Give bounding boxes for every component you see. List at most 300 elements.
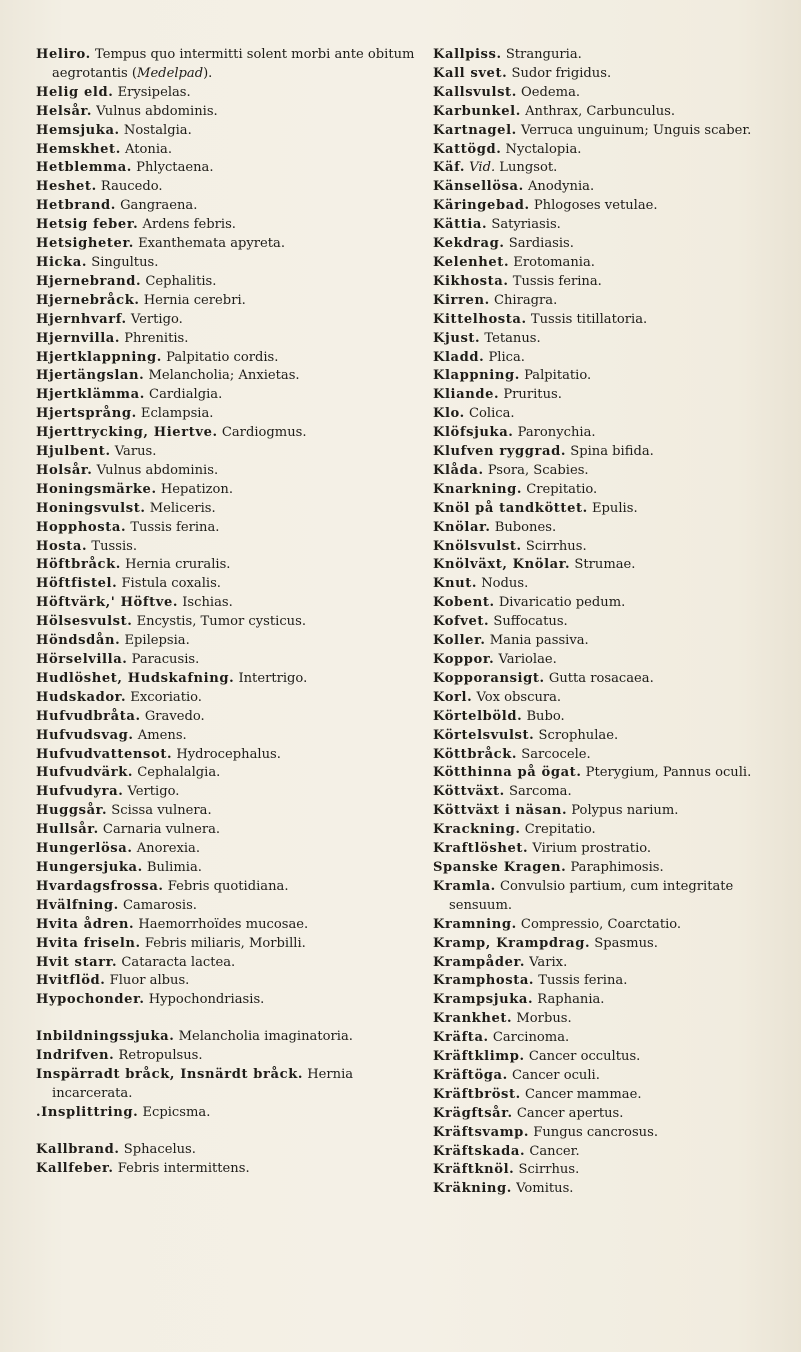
entry-term: Kallsvulst. (433, 84, 517, 100)
entry-definition (179, 1029, 353, 1044)
definition-text: Psora, Scabies. (487, 462, 589, 478)
definition-text: Tussis. (91, 538, 138, 554)
glossary-entry (433, 1048, 781, 1067)
entry-definition (521, 747, 590, 762)
entry-term: Hudskador. (36, 689, 127, 705)
definition-text: Ischias. (182, 595, 233, 611)
definition-text: Scirrhus. (518, 1162, 580, 1178)
entry-definition (529, 1144, 579, 1159)
entry-definition (533, 1125, 658, 1140)
entry-term: Hufvudvattensot. (36, 746, 173, 762)
entry-term: Knölsvulst. (433, 538, 522, 554)
definition-text: Stranguria. (505, 47, 582, 62)
glossary-entry (36, 84, 418, 103)
entry-term: Helsår. (36, 103, 92, 119)
entry-definition (150, 501, 216, 516)
glossary-entry (36, 840, 418, 859)
entry-definition (513, 255, 595, 270)
glossary-entry (433, 65, 781, 84)
definition-text: Scissa vulnera. (111, 803, 212, 819)
entry-term: Kallbrand. (36, 1141, 120, 1157)
glossary-entry (36, 141, 418, 160)
entry-term: Honingsvulst. (36, 500, 146, 516)
entry-term: Hopphosta. (36, 519, 127, 535)
entry-term: Kramp, Krampdrag. (433, 935, 591, 951)
glossary-entry (36, 613, 418, 632)
entry-term: Köttväxt. (433, 784, 505, 800)
definition-text: Nyctalopia. (505, 141, 582, 157)
definition-text: Tussis ferina. (130, 519, 220, 535)
entry-term: Hemskhet. (36, 141, 121, 157)
glossary-entry (36, 46, 418, 84)
entry-definition (570, 444, 654, 459)
entry-term: Hjerttrycking, Hiertve. (36, 425, 218, 441)
entry-term: Höftvärk,' Höftve. (36, 595, 179, 611)
definition-text: Palpitatio cordis. (166, 349, 279, 365)
glossary-entry (36, 859, 418, 878)
definition-text: Eclampsia. (140, 406, 214, 422)
entry-term: Hvitflöd. (36, 973, 106, 989)
entry-term: Kräftklimp. (433, 1049, 525, 1065)
definition-text: Fungus cancrosus. (533, 1124, 658, 1140)
glossary-entry (433, 708, 781, 727)
entry-term: Hungerlösa. (36, 841, 133, 857)
definition-text: Anthrax, Carbunculus. (525, 103, 676, 119)
entry-term: Kramla. (433, 878, 496, 894)
definition-text: Tussis ferina. (538, 973, 628, 989)
definition-text: Cancer mammae. (524, 1086, 642, 1102)
entry-term: Kräftbröst. (433, 1086, 521, 1102)
entry-term: Knöl på tandköttet. (433, 500, 588, 516)
definition-text: Melancholia imaginatoria. (178, 1029, 353, 1045)
definition-text-after: Lungsot. (495, 160, 558, 176)
entry-term: Krampsjuka. (433, 992, 534, 1008)
glossary-entry (36, 708, 418, 727)
entry-term: Kobent. (433, 595, 495, 611)
glossary-entry (36, 1047, 418, 1066)
glossary-entry (36, 935, 418, 954)
glossary-entry (433, 197, 781, 216)
glossary-entry (433, 141, 781, 160)
glossary-entry (36, 159, 418, 178)
glossary-entry (433, 935, 781, 954)
definition-text: Variolae. (498, 652, 557, 667)
entry-definition (145, 936, 306, 951)
definition-text: Phrenitis. (124, 330, 189, 346)
definition-text: Cardialgia. (149, 387, 223, 403)
definition-text: Hernia cruralis. (125, 557, 231, 573)
entry-term: Käringebad. (433, 198, 530, 214)
glossary-entry (433, 216, 781, 235)
entry-term: Hörselvilla. (36, 652, 128, 667)
entry-term: Hjertängslan. (36, 368, 145, 384)
definition-text: Mania passiva. (489, 633, 589, 649)
definition-text: Varus. (114, 444, 157, 460)
entry-definition (469, 160, 557, 175)
definition-text: Hepatizon. (160, 481, 234, 497)
entry-term: Inspärradt bråck, Insnärdt bråck. (36, 1067, 304, 1083)
entry-definition (524, 368, 591, 383)
definition-text: Vertigo. (127, 784, 180, 800)
glossary-entry (433, 575, 781, 594)
entry-definition (529, 955, 567, 970)
definition-text: Gangraena. (120, 198, 198, 214)
glossary-entry (433, 651, 781, 670)
glossary-entry (36, 538, 418, 557)
glossary-entry (433, 878, 781, 916)
glossary-entry (36, 254, 418, 273)
entry-definition (124, 123, 192, 138)
entry-term: Kelenhet. (433, 254, 510, 270)
glossary-entry (36, 916, 418, 935)
definition-text: Cephalitis. (145, 273, 217, 289)
glossary-entry (36, 349, 418, 368)
entry-definition (521, 917, 681, 932)
definition-text: Gutta rosacaea. (548, 670, 654, 686)
definition-text: Palpitatio. (524, 368, 592, 384)
definition-text: Haemorrhoïdes mucosae. (138, 916, 309, 932)
entry-term: Hullsår. (36, 822, 99, 838)
glossary-entry (433, 1105, 781, 1124)
glossary-entry (433, 1067, 781, 1086)
glossary-entry (36, 651, 418, 670)
definition-text: Tempus quo intermitti solent morbi ante obitum aegrotantis ( (52, 47, 415, 81)
glossary-entry (36, 1160, 418, 1179)
glossary-entry (36, 424, 418, 443)
entry-definition (132, 652, 200, 667)
entry-definition (529, 1049, 641, 1064)
definition-text: Encystis, Tumor cysticus. (136, 614, 306, 630)
entry-term: Knölväxt, Knölar. (433, 557, 571, 573)
definition-text: Intertrigo. (238, 670, 308, 686)
entry-definition (570, 860, 663, 875)
entry-definition (119, 1048, 203, 1063)
entry-definition (516, 1181, 573, 1196)
entry-definition (176, 747, 281, 762)
entry-term: Hicka. (36, 254, 88, 270)
glossary-entry (36, 443, 418, 462)
entry-term: Känsellösa. (433, 179, 524, 195)
glossary-entry (433, 235, 781, 254)
entry-term: Kirren. (433, 292, 490, 308)
entry-term: Hvita ådren. (36, 916, 135, 932)
entry-term: Krackning. (433, 822, 521, 838)
entry-definition (137, 614, 306, 629)
entry-definition (525, 1087, 642, 1102)
entry-definition (513, 274, 602, 289)
entry-term: Körtelsvulst. (433, 727, 535, 743)
glossary-entry (433, 538, 781, 557)
definition-text: Anorexia. (136, 841, 201, 857)
entry-term: Kättia. (433, 217, 488, 233)
entry-definition (118, 85, 191, 100)
entry-definition (509, 784, 572, 799)
entry-term: Heshet. (36, 179, 97, 195)
entry-definition (101, 179, 163, 194)
entry-definition (161, 482, 233, 497)
entry-definition (538, 973, 627, 988)
definition-text: Excoriatio. (130, 689, 202, 705)
entry-term: Kikhosta. (433, 273, 509, 289)
entry-definition (128, 784, 180, 799)
glossary-entry (433, 991, 781, 1010)
glossary-entry (36, 1104, 418, 1123)
glossary-entry (36, 575, 418, 594)
definition-text: Singultus. (91, 254, 159, 270)
entry-term: Hjertklämma. (36, 387, 145, 403)
definition-text: Hydrocephalus. (176, 746, 281, 762)
definition-text: Phlogoses vetulae. (533, 198, 658, 214)
glossary-entry (433, 764, 781, 783)
entry-term: Hjertklappning. (36, 349, 162, 365)
entry-term: Klöfsjuka. (433, 425, 514, 441)
definition-text: Crepitatio. (524, 822, 596, 838)
entry-term: Kjust. (433, 330, 481, 346)
entry-definition (125, 557, 230, 572)
entry-term: Käf. (433, 160, 465, 176)
definition-text: Sarcocele. (521, 746, 591, 762)
entry-term: Kramning. (433, 916, 517, 932)
entry-term: Hjulbent. (36, 444, 111, 460)
entry-definition (526, 709, 564, 724)
entry-definition (491, 217, 560, 232)
definition-text: Nostalgia. (123, 122, 192, 138)
entry-definition (481, 576, 528, 591)
entry-term: Hetbrand. (36, 198, 116, 214)
right-column (433, 46, 781, 1199)
glossary-entry (433, 802, 781, 821)
definition-text: Erysipelas. (117, 84, 191, 100)
glossary-entry (36, 746, 418, 765)
entry-definition (149, 992, 265, 1007)
entry-definition (488, 463, 589, 478)
definition-text: Strumae. (574, 557, 636, 573)
glossary-entry (433, 1029, 781, 1048)
glossary-entry (433, 84, 781, 103)
entry-definition (509, 236, 574, 251)
glossary-entry (36, 519, 418, 538)
entry-term: Kallfeber. (36, 1160, 114, 1176)
entry-definition (52, 47, 414, 81)
definition-italic-text: Medelpad (137, 65, 204, 81)
entry-term: Kopporansigt. (433, 670, 545, 686)
entry-definition (91, 255, 158, 270)
definition-text: Chiragra. (493, 292, 558, 308)
glossary-entry (36, 783, 418, 802)
definition-text: Morbus. (516, 1011, 572, 1027)
definition-text: Plica. (488, 349, 525, 365)
definition-text: Suffocatus. (493, 614, 568, 630)
entry-term: Höndsdån. (36, 633, 121, 649)
definition-text: Carcinoma. (492, 1030, 570, 1046)
entry-term: Spanske Kragen. (433, 859, 567, 875)
definition-text: Compressio, Coarctatio. (520, 916, 682, 932)
glossary-entry (36, 330, 418, 349)
definition-text: Verruca unguinum; Unguis scaber. (521, 122, 752, 138)
glossary-entry (433, 821, 781, 840)
entry-term: Koller. (433, 633, 486, 649)
definition-text: Atonia. (125, 141, 172, 157)
entry-term: Körtelböld. (433, 708, 523, 724)
entry-term: Hjertsprång. (36, 406, 137, 422)
entry-definition (130, 520, 219, 535)
entry-term: Hudlöshet, Hudskafning. (36, 670, 235, 686)
definition-text: Febris intermittens. (117, 1160, 250, 1176)
definition-text: Convulsio partium, cum integritate sensuum. (449, 878, 734, 913)
entry-definition (518, 1162, 579, 1177)
definition-text: Tussis ferina. (512, 273, 602, 289)
entry-definition (120, 198, 197, 213)
definition-text: Cardiogmus. (221, 425, 307, 441)
entry-term: Kattögd. (433, 141, 502, 157)
entry-term: Köttväxt i näsan. (433, 803, 568, 819)
entry-definition (166, 350, 278, 365)
definition-text: Phlyctaena. (136, 160, 214, 176)
entry-definition (125, 142, 172, 157)
definition-text: Gravedo. (144, 708, 205, 724)
definition-text: Nodus. (481, 576, 529, 592)
entry-definition (521, 85, 580, 100)
glossary-entry (433, 954, 781, 973)
entry-definition (526, 482, 597, 497)
definition-text: Virium prostratio. (532, 841, 652, 857)
glossary-entry (433, 727, 781, 746)
glossary-entry (36, 632, 418, 651)
entry-term: Kräftknöl. (433, 1162, 515, 1178)
definition-text: Amens. (137, 727, 187, 743)
definition-text: Anodynia. (527, 179, 595, 195)
entry-definition (124, 331, 188, 346)
definition-text: Pruritus. (503, 387, 562, 403)
glossary-entry (433, 349, 781, 368)
glossary-entry (433, 481, 781, 500)
entry-definition (516, 1011, 571, 1026)
entry-term: Höftbråck. (36, 557, 121, 573)
glossary-entry (36, 367, 418, 386)
glossary-entry (36, 878, 418, 897)
definition-text: Cancer. (529, 1143, 580, 1159)
entry-definition (145, 709, 205, 724)
entry-term: Kräftöga. (433, 1067, 508, 1083)
glossary-entry (36, 954, 418, 973)
definition-text: Paronychia. (517, 425, 596, 441)
definition-text: Febris miliaris, Morbilli. (144, 935, 306, 951)
glossary-entry (433, 46, 781, 65)
entry-definition (148, 368, 299, 383)
entry-term: Hjernvilla. (36, 330, 121, 346)
section-gap (36, 1123, 418, 1141)
definition-text: Paraphimosis. (570, 859, 664, 875)
definition-text: Spina bifida. (570, 444, 654, 460)
definition-text: Sudor frigidus. (511, 65, 612, 81)
entry-term: .Insplittring. (36, 1104, 139, 1120)
entry-term: Helig eld. (36, 84, 114, 100)
definition-text: Sphacelus. (123, 1141, 196, 1157)
glossary-entry (433, 1180, 781, 1199)
definition-text: Raphania. (537, 992, 605, 1008)
entry-term: Kofvet. (433, 614, 490, 630)
entry-definition (549, 671, 654, 686)
glossary-entry (433, 916, 781, 935)
entry-definition (138, 917, 308, 932)
glossary-entry (36, 727, 418, 746)
entry-term: Klufven ryggrad. (433, 444, 567, 460)
entry-definition (499, 595, 626, 610)
entry-definition (141, 406, 214, 421)
entry-definition (118, 1161, 250, 1176)
glossary-entry (433, 519, 781, 538)
definition-text: Crepitatio. (526, 481, 598, 497)
glossary-entry (36, 670, 418, 689)
entry-term: Krampåder. (433, 954, 525, 970)
entry-term: Kittelhosta. (433, 311, 527, 327)
definition-text: Oedema. (521, 84, 581, 100)
entry-definition (493, 1030, 569, 1045)
glossary-entry (433, 405, 781, 424)
entry-definition (138, 728, 187, 743)
glossary-entry (433, 746, 781, 765)
definition-text: Vomitus. (516, 1181, 574, 1197)
entry-definition (511, 66, 611, 81)
definition-text: Vox obscura. (476, 689, 562, 705)
entry-definition (144, 293, 246, 308)
entry-definition (531, 312, 647, 327)
entry-term: Klåda. (433, 462, 484, 478)
definition-text-after: ). (203, 65, 213, 81)
entry-definition (168, 879, 289, 894)
entry-term: Kräftsvamp. (433, 1124, 530, 1140)
entry-definition (512, 1068, 600, 1083)
definition-text: Camarosis. (122, 897, 197, 913)
entry-definition (592, 501, 638, 516)
definition-text: Cancer apertus. (516, 1105, 624, 1121)
entry-definition (518, 425, 596, 440)
entry-definition (469, 406, 515, 421)
glossary-entry (36, 594, 418, 613)
entry-definition (484, 331, 540, 346)
entry-term: Huggsår. (36, 803, 108, 819)
entry-term: Korl. (433, 689, 473, 705)
entry-definition (532, 841, 651, 856)
entry-term: Hufvudsvag. (36, 727, 134, 743)
definition-text: Vertigo. (130, 311, 183, 327)
definition-text: Sardiasis. (508, 236, 574, 252)
entry-definition (103, 822, 220, 837)
entry-term: Hvita friseln. (36, 935, 141, 951)
definition-text: Cephalalgia. (137, 765, 221, 781)
entry-term: Kräfta. (433, 1030, 489, 1046)
entry-term: Höftfistel. (36, 576, 118, 592)
entry-definition (495, 520, 556, 535)
entry-definition (124, 633, 189, 648)
glossary-entry (36, 235, 418, 254)
glossary-entry (433, 556, 781, 575)
entry-term: Kräkning. (433, 1181, 512, 1197)
entry-definition (149, 387, 222, 402)
entry-term: Hypochonder. (36, 992, 145, 1008)
glossary-entry (433, 178, 781, 197)
definition-text: Melancholia; Anxietas. (148, 368, 300, 384)
entry-definition (528, 179, 594, 194)
glossary-entry (433, 689, 781, 708)
entry-definition (110, 973, 190, 988)
glossary-entry (36, 273, 418, 292)
definition-text: Raucedo. (100, 179, 163, 195)
entry-term: Klappning. (433, 368, 520, 384)
entry-term: Hvit starr. (36, 954, 118, 970)
entry-definition (147, 860, 202, 875)
definition-text: Retropulsus. (118, 1048, 203, 1064)
